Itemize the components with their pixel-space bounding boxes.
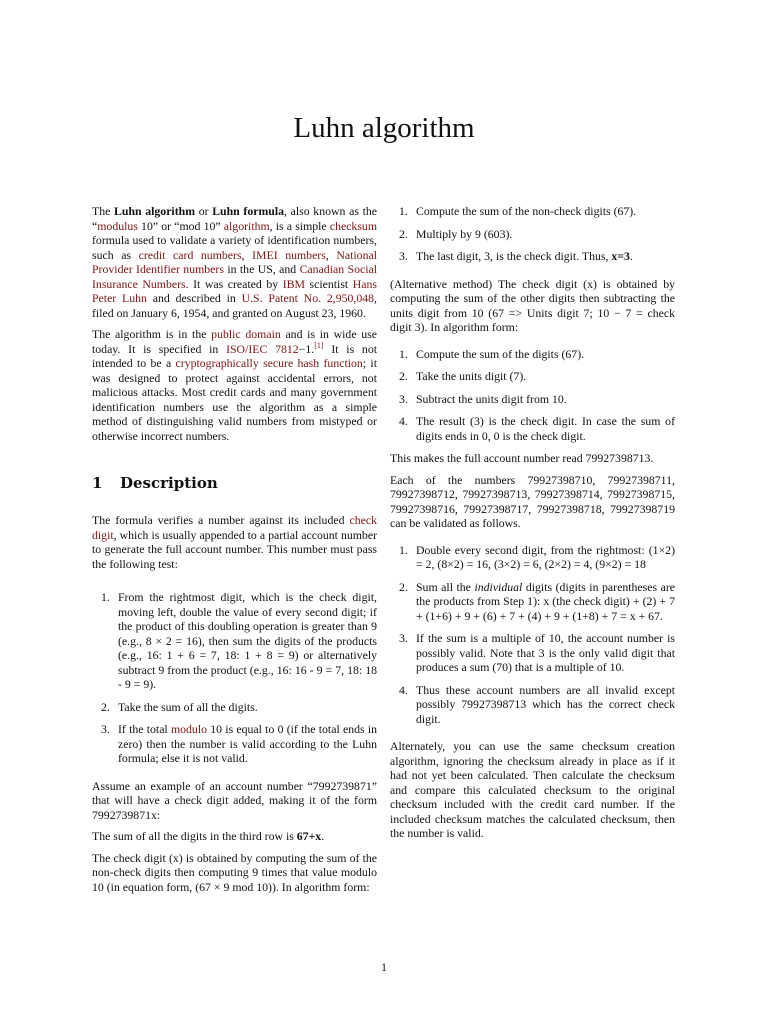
list-item: 4. Thus these account numbers are all invalid except possibly 79927398713 which has the correct check digit. (399, 682, 675, 726)
link-imei-numbers[interactable]: IMEI numbers (252, 247, 326, 262)
citation-1[interactable]: [1] (314, 340, 324, 350)
alternative-method-paragraph: (Alternative method) The check digit (x) is obtained by computing the sum of the other digits then subtracting the units digit from 10 (67 => Units digit 7; 10 − 7 = check digit 3). In algorithm form: (390, 276, 675, 334)
luhn-steps-list (92, 590, 377, 766)
list-item: 2. Sum all the individual digits (digits in parentheses are the products from Step 1): x (the check digit) + (2) + 7 + (1+6) + 9 + (6) + 7 + (4) + 9 + (1+8) + 7 = x + 67. (399, 579, 675, 623)
list-item: 3. Subtract the units digit from 10. (399, 391, 567, 406)
left-column (92, 204, 377, 901)
list-item: 2. Multiply by 9 (603). (399, 226, 513, 241)
section-number: 1 (92, 474, 103, 492)
check-digit-paragraph: The check digit (x) is obtained by computing the sum of the non-check digits then computing 9 times that value modulo 10 (in equation form, (67 × 9 mod 10)). In algorithm form: (92, 850, 377, 894)
description-paragraph: The formula verifies a number against its included check digit, which is usually appended to a partial account number to generate the full account number. This number must pass the following test: (92, 513, 377, 571)
each-number-paragraph: Each of the numbers 79927398710, 79927398711, 79927398712, 79927398713, 79927398714, 79927398715, 79927398716, 79927398717, 79927398718, 79927398719 can be validated as follows. (390, 472, 675, 530)
algorithm-list-a (390, 204, 675, 264)
list-item: 3. If the total modulo 10 is equal to 0 (if the total ends in zero) then the number is valid according to the Luhn formula; else it is not valid. (101, 722, 377, 765)
list-item: 1. From the rightmost digit, which is the check digit, moving left, double the value of every second digit; if the product of this doubling operation is greater than 9 (e.g., 8 × 2 = 16), then sum the digits of the products (e.g., 16: 1 + 6 = 7, 18: 1 + 8 = 9) or alternatively subtract 9 from the product (e.g., 16: 16 - 9 = 7, 18: 18 - 9 = 9). (101, 590, 377, 691)
link-checksum[interactable]: checksum (329, 218, 377, 233)
intro-paragraph: The Luhn algorithm or Luhn formula, also known as the “modulus 10” or “mod 10” algorithm, is a simple checksum formula used to validate a variety of identification numbers, such as credit card numbers, IMEI numbers, National Provider Identifier numbers in the US, and Canadian Social Insurance Numbers. It was created by IBM scientist Hans Peter Luhn and described in U.S. Patent No. 2,950,048, filed on January 6, 1954, and granted on August 23, 1960. (92, 204, 377, 320)
usage-paragraph: The algorithm is in the public domain and is in wide use today. It is specified in ISO/IEC 7812−1.[1] It is not intended to be a cryptographically secure hash function; it was designed to protect against accidental errors, not malicious attacks. Most credit cards and many government identification numbers use the algorithm as a simple method of distinguishing valid numbers from mistyped or otherwise incorrect numbers. (92, 327, 378, 443)
list-item: 1. Compute the sum of the non-check digits (67). (399, 204, 637, 218)
link-ibm[interactable]: IBM (282, 276, 305, 291)
link-algorithm[interactable]: algorithm (223, 218, 270, 233)
link-canadian-sin[interactable]: Canadian Social Insurance Numbers (92, 262, 377, 291)
link-modulo[interactable]: modulo (170, 722, 208, 736)
sum-expression: 67+x (296, 829, 322, 843)
section-heading-description (92, 473, 377, 493)
emphasis-individual: individual (474, 579, 523, 594)
link-public-domain[interactable]: public domain (211, 327, 281, 341)
link-modulus[interactable]: modulus (97, 218, 138, 233)
section-title: Description (120, 474, 218, 492)
example-paragraph: Assume an example of an account number “7992739871” that will have a check digit added, making it of the form 7992739871x: (92, 778, 377, 822)
link-credit-card-numbers[interactable]: credit card numbers (138, 247, 242, 262)
list-item: 1. Compute the sum of the digits (67). (399, 346, 585, 361)
list-item: 2. Take the units digit (7). (399, 369, 527, 383)
link-npi-numbers[interactable]: National Provider Identifier numbers (92, 247, 377, 276)
list-item: 2. Take the sum of all the digits. (101, 699, 258, 714)
term-luhn-formula: Luhn formula (212, 204, 285, 218)
list-item: 4. The result (3) is the check digit. In case the sum of digits ends in 0, 0 is the check digit. (399, 414, 675, 443)
list-item: 3. If the sum is a multiple of 10, the account number is possibly valid. Note that 3 is the only valid digit that produces a sum (70) that is a multiple of 10. (399, 631, 675, 674)
term-luhn-algorithm: Luhn algorithm (114, 204, 196, 218)
list-item: 3. The last digit, 3, is the check digit. Thus, x=3. (399, 249, 633, 263)
link-secure-hash[interactable]: cryptographically secure hash function (175, 356, 363, 370)
full-account-paragraph: This makes the full account number read 79927398713. (390, 451, 654, 465)
link-us-patent[interactable]: U.S. Patent No. 2,950,048 (241, 291, 375, 305)
alternately-paragraph: Alternately, you can use the same checksum creation algorithm, ignoring the checksum already in place as if it had not yet been calculated. Then calculate the checksum and compare this calculated checksum to the original checksum included with the credit card number. If the included checksum matches the calculated checksum, then the number is valid. (390, 739, 675, 840)
validation-list (390, 543, 675, 727)
link-check-digit[interactable]: check digit (92, 513, 377, 542)
check-digit-result: x=3 (611, 249, 630, 263)
list-item: 1. Double every second digit, from the rightmost: (1×2) = 2, (8×2) = 16, (3×2) = 6, (2×2) = 4, (9×2) = 18 (399, 542, 675, 571)
right-column (390, 204, 675, 848)
link-hans-peter-luhn[interactable]: Hans Peter Luhn (92, 276, 377, 305)
page-title: Luhn algorithm (293, 112, 475, 144)
page-number: 1 (381, 960, 387, 974)
algorithm-list-b (390, 347, 675, 444)
sum-paragraph: The sum of all the digits in the third row is 67+x. (92, 829, 325, 843)
link-iso-iec-7812[interactable]: ISO/IEC 7812 (226, 341, 299, 356)
